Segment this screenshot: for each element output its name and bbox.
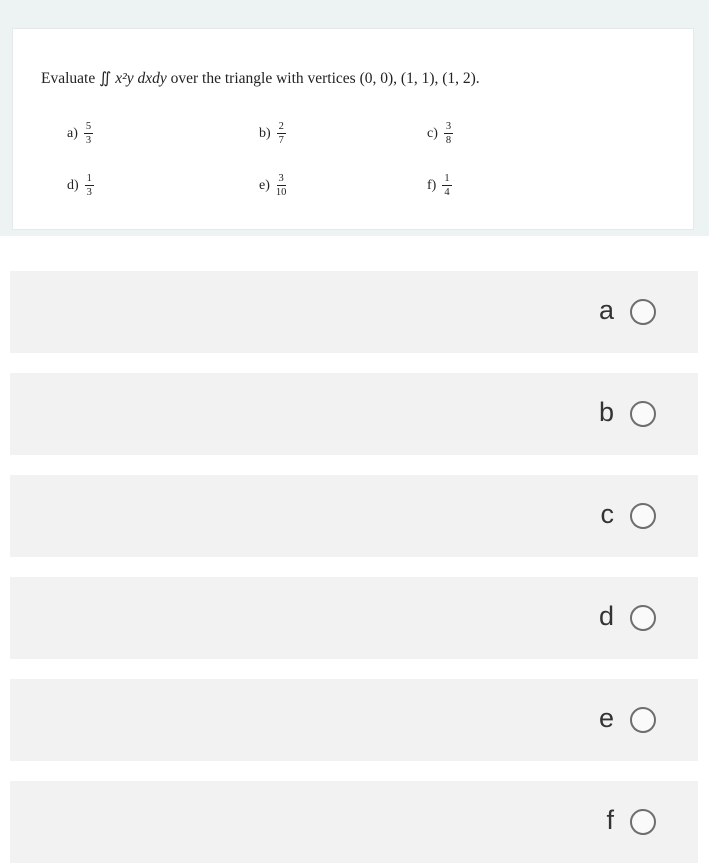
choice-letter: d): [67, 177, 79, 193]
option-label: f: [606, 805, 614, 835]
numerator: 3: [278, 173, 284, 184]
choice-f: [427, 173, 452, 198]
choice-b: [259, 121, 286, 146]
choice-d: [67, 173, 94, 198]
choice-a: [67, 121, 93, 146]
option-label: e: [598, 703, 614, 733]
option-row-f[interactable]: [10, 781, 698, 863]
denominator: 4: [444, 187, 450, 198]
option-label: b: [598, 397, 614, 427]
option-label: d: [598, 601, 614, 631]
choice-letter: a): [67, 125, 78, 141]
option-label: c: [600, 499, 614, 529]
radio-e[interactable]: [630, 707, 656, 733]
option-label: a: [598, 295, 614, 325]
numerator: 5: [85, 121, 92, 132]
choice-c: [427, 121, 453, 146]
question-prefix: Evaluate: [41, 70, 96, 87]
radio-d[interactable]: [630, 605, 656, 631]
radio-a[interactable]: [630, 299, 656, 325]
numerator: 3: [445, 121, 452, 132]
choice-e: [259, 173, 286, 198]
option-row-a[interactable]: [10, 271, 698, 353]
denominator: 3: [86, 187, 92, 198]
fraction: [276, 173, 287, 198]
denominator: 7: [278, 135, 284, 146]
question-text: [41, 69, 480, 88]
fraction: [444, 121, 453, 146]
option-row-d[interactable]: [10, 577, 698, 659]
fraction: [84, 121, 93, 146]
numerator: 1: [86, 173, 92, 184]
choice-letter: e): [259, 177, 270, 193]
choice-letter: c): [427, 125, 438, 141]
fraction: [277, 121, 286, 146]
option-row-b[interactable]: [10, 373, 698, 455]
denominator: 10: [275, 187, 287, 198]
radio-c[interactable]: [630, 503, 656, 529]
radio-b[interactable]: [630, 401, 656, 427]
choice-letter: f): [427, 177, 437, 193]
question-suffix: over the triangle with vertices (0, 0), (1, 1), (1, 2).: [170, 70, 480, 87]
denominator: 8: [445, 135, 452, 146]
numerator: 1: [444, 173, 450, 184]
option-row-c[interactable]: [10, 475, 698, 557]
fraction: [442, 173, 451, 198]
option-row-e[interactable]: [10, 679, 698, 761]
choice-letter: b): [259, 125, 271, 141]
denominator: 3: [85, 135, 92, 146]
integrand: x²y dxdy: [115, 70, 167, 87]
numerator: 2: [278, 121, 284, 132]
question-card: [12, 28, 694, 230]
integral-symbol: ∬: [99, 70, 112, 87]
fraction: [85, 173, 94, 198]
radio-f[interactable]: [630, 809, 656, 835]
